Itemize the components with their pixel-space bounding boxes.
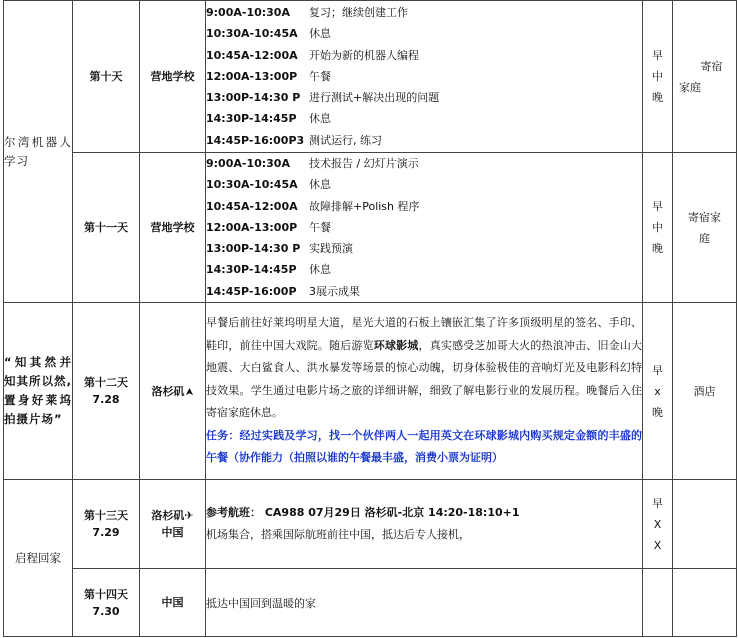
theme-label: 尔湾机器人学习 [4, 134, 72, 168]
schedule-time: 13:00P-14:30 P [206, 91, 301, 105]
schedule-line [206, 45, 642, 66]
task-text: 任务：经过实践及学习，找一个伙伴两人一起用英文在环球影城内购买规定金额的丰盛的午餐（协作能力（拍照以谁的午餐最丰盛，消费小票为证明） [206, 428, 642, 465]
table-row [4, 303, 737, 480]
day-cell [73, 303, 140, 480]
schedule-activity: 3展示成果 [309, 284, 360, 298]
hotel-cell [673, 153, 737, 303]
schedule-time: 10:45A-12:00A [206, 199, 298, 213]
theme-cell [4, 303, 73, 480]
hotel-cell [673, 303, 737, 480]
schedule-activity: 休息 [309, 178, 331, 192]
schedule-cell [206, 153, 643, 303]
table-row [4, 153, 737, 303]
itinerary-table [3, 0, 737, 637]
schedule-line [206, 23, 642, 44]
theme-cell [4, 1, 73, 303]
table-row [4, 1, 737, 153]
date-label: 7.29 [92, 526, 120, 540]
location-from: 洛杉矶 [151, 509, 185, 523]
day-cell [73, 1, 140, 153]
meal-breakfast: 早 [652, 363, 663, 377]
meals-cell [643, 303, 673, 480]
meal-breakfast: 早 [652, 496, 663, 510]
schedule-activity: 休息 [309, 112, 331, 126]
schedule-time: 12:00A-13:00P [206, 69, 298, 83]
meals-cell [643, 153, 673, 303]
schedule-time: 10:45A-12:00A [206, 48, 298, 62]
description-text: 机场集合，搭乘国际航班前往中国，抵达后专人接机， [206, 528, 470, 542]
schedule-activity: 进行测试+解决出现的问题 [309, 91, 440, 105]
schedule-line [206, 196, 642, 217]
meal-breakfast: 早 [652, 200, 663, 214]
day-label: 第十二天 [84, 376, 128, 390]
schedule-line [206, 259, 642, 280]
description-cell [206, 303, 643, 480]
theme-label: 启程回家 [15, 550, 61, 565]
schedule-time: 10:30A-10:45A [206, 178, 298, 192]
schedule-activity: 实践预演 [309, 242, 353, 256]
hotel-cell [673, 480, 737, 569]
schedule-activity: 开始为新的机器人编程 [309, 48, 419, 62]
table-row [4, 569, 737, 637]
flight-cell [206, 480, 643, 569]
day-label: 第十三天 [84, 509, 128, 523]
location-label: 营地学校 [150, 221, 195, 235]
location-cell [140, 153, 206, 303]
meal-lunch: X [653, 517, 662, 531]
day-label: 第十一天 [84, 221, 128, 235]
description-text: 早餐后前往好莱坞明星大道，星光大道的石板上镶嵌汇集了许多顶级明星的签名、手印、鞋印，前往中国大戏院。随后游览 [206, 316, 642, 352]
hotel-label: 寄宿 [700, 59, 723, 73]
meals-cell [643, 1, 673, 153]
description-text: 抵达中国回到温暖的家 [206, 596, 316, 610]
flight-info: 参考航班： CA988 07月29日 洛杉矶-北京 14:20-18:10+1 [206, 506, 520, 520]
meal-dinner: 晚 [652, 91, 663, 104]
hotel-label: 寄宿家 [688, 210, 721, 224]
meal-lunch: 中 [652, 221, 663, 235]
theme-cell [4, 480, 73, 637]
location-cell [140, 480, 206, 569]
day-cell [73, 153, 140, 303]
meal-breakfast: 早 [652, 49, 663, 62]
schedule-time: 14:45P-16:00P [206, 284, 297, 298]
schedule-time: 10:30A-10:45A [206, 27, 298, 41]
schedule-line [206, 87, 642, 108]
schedule-time: 14:30P-14:45P [206, 112, 297, 126]
schedule-activity: 故障排解+Polish 程序 [309, 199, 420, 213]
location-cell [140, 303, 206, 480]
schedule-time: 12:00A-13:00P [206, 220, 298, 234]
day-cell [73, 569, 140, 637]
schedule-activity: 休息 [309, 263, 331, 277]
description-highlight: 环球影城 [373, 338, 419, 352]
location-label: 洛杉矶 [151, 384, 185, 398]
schedule-line [206, 174, 642, 195]
location-label: 营地学校 [150, 70, 195, 83]
schedule-cell [206, 1, 643, 153]
hotel-label: 庭 [699, 231, 710, 245]
schedule-activity: 午餐 [309, 69, 331, 83]
meal-lunch: 中 [652, 70, 663, 83]
schedule-activity: 午餐 [309, 220, 331, 234]
day-cell [73, 480, 140, 569]
day-label: 第十四天 [84, 587, 128, 601]
meal-dinner: X [653, 538, 662, 552]
location-label: 中国 [161, 596, 184, 610]
meals-cell [643, 480, 673, 569]
meal-dinner: 晚 [652, 405, 663, 419]
schedule-time: 14:30P-14:45P [206, 263, 297, 277]
hotel-cell [673, 569, 737, 637]
schedule-line [206, 153, 642, 174]
date-label: 7.30 [92, 604, 120, 618]
hotel-cell [673, 1, 737, 153]
airplane-icon: ✈ [184, 509, 194, 523]
schedule-line [206, 281, 642, 302]
theme-label: “知其然并知其所以然,置身好莱坞拍摄片场” [4, 355, 72, 427]
description-cell [206, 569, 643, 637]
schedule-line [206, 2, 642, 23]
schedule-time: 9:00A-10:30A [206, 5, 290, 19]
day-label: 第十天 [89, 70, 123, 83]
table-row [4, 480, 737, 569]
location-cell [140, 569, 206, 637]
schedule-activity: 测试运行, 练习 [309, 133, 382, 147]
schedule-line [206, 66, 642, 87]
hotel-label: 酒店 [693, 384, 716, 398]
schedule-line [206, 238, 642, 259]
meal-dinner: 晚 [652, 242, 663, 256]
location-to: 中国 [161, 526, 184, 540]
schedule-line [206, 130, 642, 151]
schedule-line [206, 217, 642, 238]
schedule-time: 9:00A-10:30A [206, 157, 290, 170]
schedule-time: 13:00P-14:30 P [206, 242, 301, 256]
date-label: 7.28 [92, 393, 120, 407]
schedule-activity: 复习；继续创建工作 [309, 5, 408, 19]
schedule-activity: 休息 [309, 27, 331, 41]
plane-icon [185, 385, 194, 398]
schedule-activity: 技术报告 / 幻灯片演示 [309, 157, 419, 170]
location-cell [140, 1, 206, 153]
schedule-line [206, 108, 642, 129]
meals-cell [643, 569, 673, 637]
schedule-time: 14:45P-16:00P3 [206, 133, 305, 147]
description-text: ，真实感受芝加哥大火的热浪冲击、旧金山大地震、大白鲨食人、洪水暴发等场景的惊心动魄，切身体验极佳的音响灯光及电影科幻特技效果。学生通过电影片场之旅的详细讲解，细致了解电影行业的发展历程。晚餐后入住寄宿家庭休息。 [206, 338, 643, 420]
hotel-label: 家庭 [679, 80, 701, 94]
meal-lunch: x [654, 384, 661, 398]
